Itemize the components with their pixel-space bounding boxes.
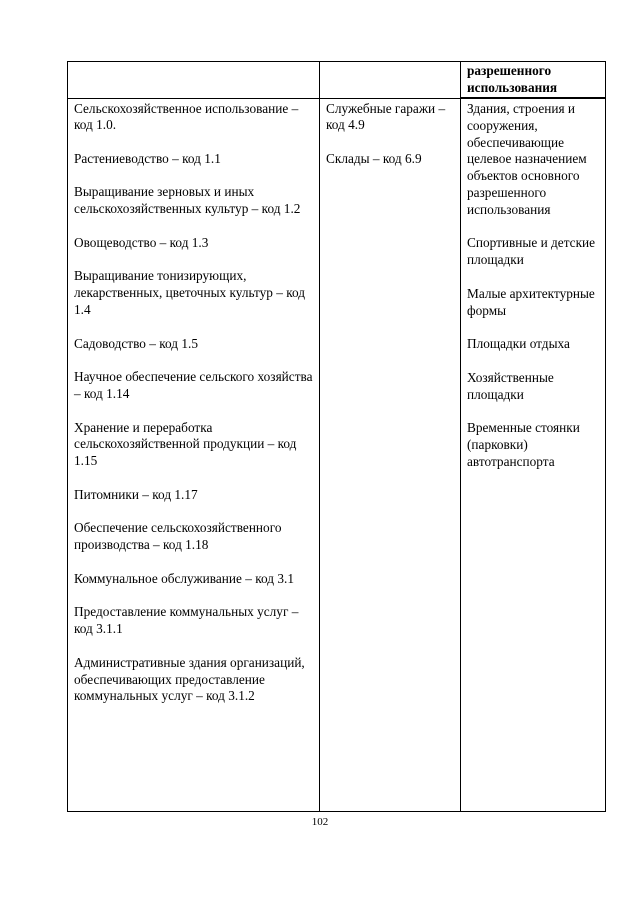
- main-use-item: Выращивание тонизирующих, лекарственных, цветочных культур – код 1.4: [74, 268, 306, 318]
- main-use-item: Административные здания организаций, обеспечивающих предоставление коммунальных услуг – код 3.1.2: [74, 654, 305, 704]
- header-col3-line1: разрешенного: [467, 63, 552, 78]
- header-col3-line2: использования: [467, 79, 558, 95]
- conditional-uses-cell: [320, 98, 461, 812]
- conditional-use-item: Служебные гаражи – код 4.9: [326, 100, 446, 133]
- main-use-item: Садоводство – код 1.5: [74, 335, 199, 351]
- main-use-item: Питомники – код 1.17: [74, 486, 198, 502]
- main-use-item: Хранение и переработка сельскохозяйственной продукции – код 1.15: [74, 419, 297, 469]
- permitted-use-table: [67, 61, 606, 812]
- conditional-use-item: Склады – код 6.9: [326, 150, 422, 166]
- auxiliary-use-item: Малые архитектурные формы: [467, 285, 595, 318]
- auxiliary-use-item: Спортивные и детские площадки: [467, 235, 596, 268]
- main-use-item: Коммунальное обслуживание – код 3.1: [74, 570, 294, 586]
- main-use-item: Растениеводство – код 1.1: [74, 150, 221, 166]
- auxiliary-use-item: Временные стоянки (парковки) автотранспорта: [467, 420, 580, 469]
- header-cell-3: [461, 62, 606, 99]
- header-cell-2: [320, 62, 461, 99]
- auxiliary-uses-cell: [461, 98, 606, 812]
- auxiliary-use-item: Хозяйственные площадки: [467, 369, 554, 402]
- main-use-item: Обеспечение сельскохозяйственного производства – код 1.18: [74, 520, 282, 553]
- main-uses-cell: [68, 98, 320, 812]
- table-body-row: [68, 98, 606, 812]
- main-use-item: Выращивание зерновых и иных сельскохозяйственных культур – код 1.2: [74, 184, 301, 217]
- header-cell-1: [68, 62, 320, 99]
- auxiliary-use-item: Площадки отдыха: [467, 336, 570, 352]
- main-use-item: Овощеводство – код 1.3: [74, 234, 209, 250]
- auxiliary-use-item: Здания, строения и сооружения, обеспечивающие целевое назначением объектов основного разрешенного использования: [467, 101, 587, 217]
- main-use-item: Предоставление коммунальных услуг – код 3.1.1: [74, 604, 299, 637]
- main-use-item: Научное обеспечение сельского хозяйства – код 1.14: [74, 369, 313, 402]
- page-number: 102: [311, 816, 329, 828]
- main-use-item: Сельскохозяйственное использование – код 1.0.: [74, 100, 299, 133]
- table-header-row: [68, 62, 606, 99]
